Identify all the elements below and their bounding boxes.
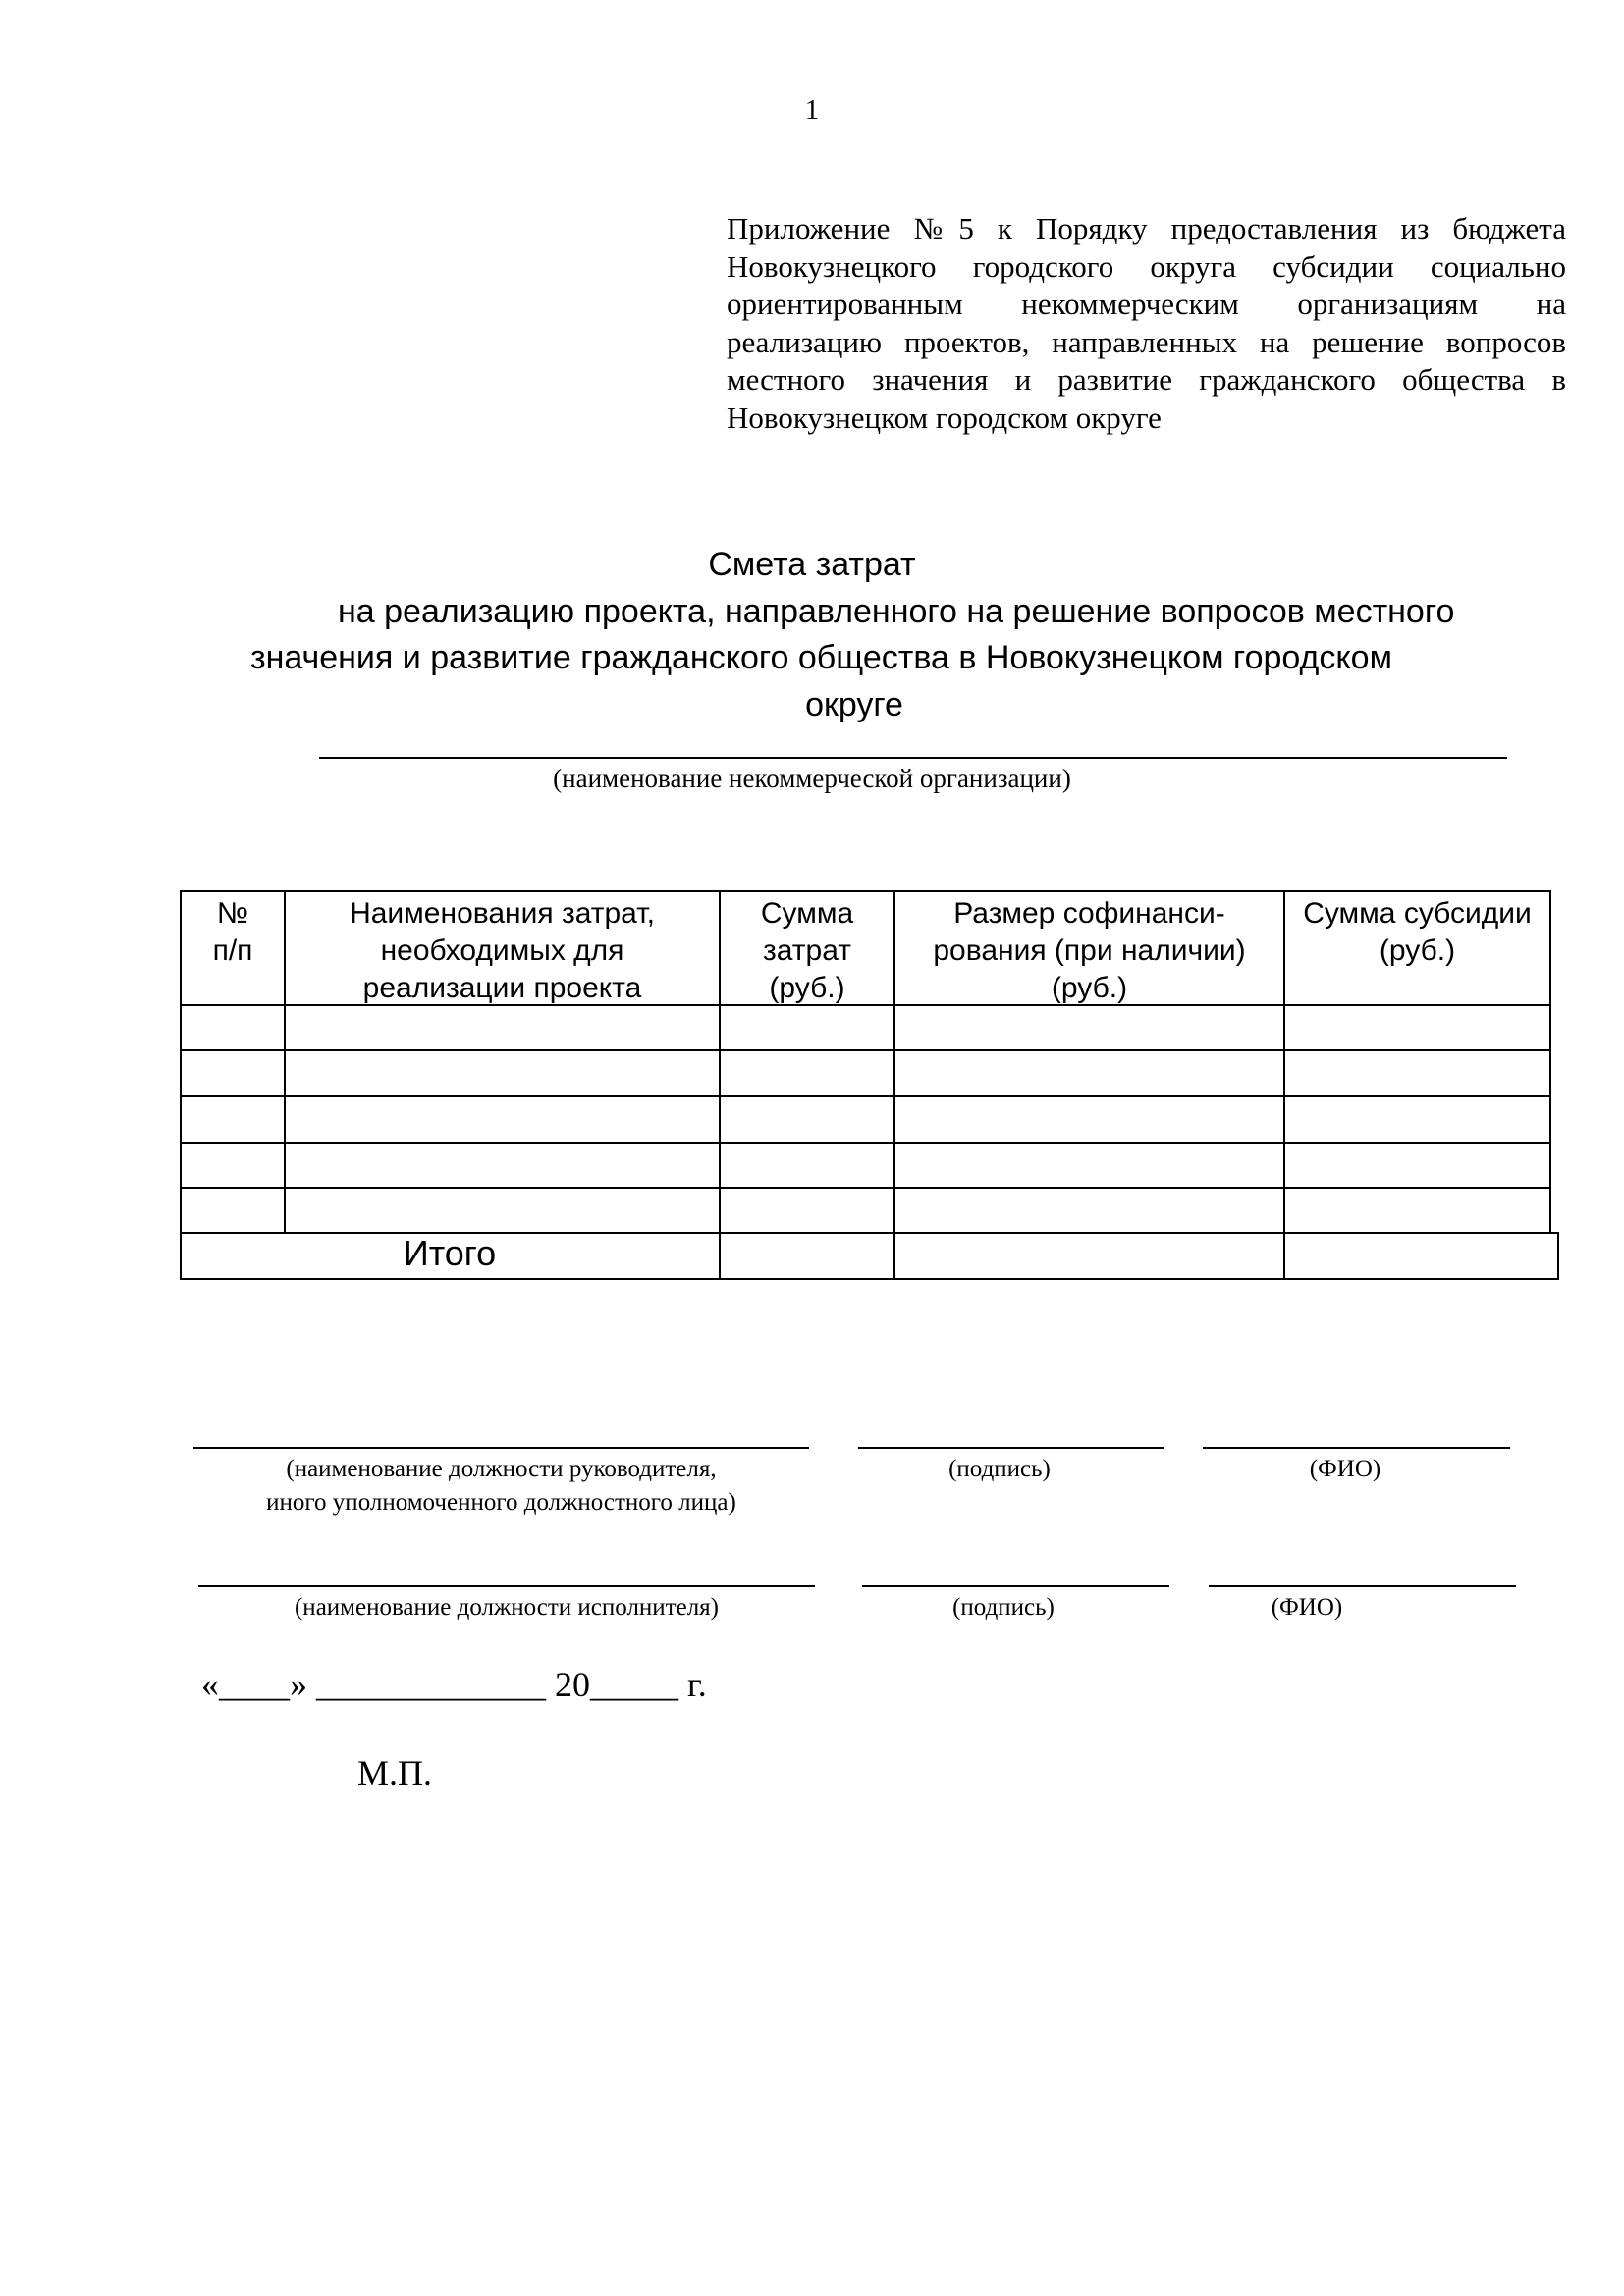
stamp-mark: М.П. [357, 1753, 433, 1792]
executor-fio-caption: (ФИО) [1271, 1594, 1343, 1621]
table-header-subsidy-sum: Сумма субсидии (руб.) [1303, 897, 1532, 967]
table-bottom-border [180, 1278, 1559, 1280]
executor-position-caption: (наименование должности исполнителя) [294, 1594, 720, 1621]
table-row-border [180, 1187, 1551, 1189]
date-line: «____» _____________ 20_____ г. [201, 1665, 707, 1704]
page-number: 1 [804, 94, 820, 126]
table-header-cost-sum: Сумма затрат (руб.) [760, 897, 854, 1004]
table-total-right-border [1557, 1232, 1559, 1280]
appendix-note-line: ориентированным некоммерческим организациям на [727, 287, 1566, 321]
org-name-caption: (наименование некоммерческой организации) [553, 764, 1071, 793]
head-position-caption: (наименование должности руководителя, иного уполномоченного должностного лица) [266, 1456, 736, 1516]
appendix-note-line: местного значения и развитие гражданского общества в [727, 362, 1566, 397]
table-row-border [180, 1049, 1551, 1051]
table-header-number: № п/п [212, 897, 253, 967]
title-line: округе [805, 686, 903, 723]
title-line: значения и развитие гражданского общества в Новокузнецком городском [250, 639, 1392, 676]
head-fio-blank-line [1203, 1447, 1510, 1449]
table-right-border [1549, 890, 1551, 1234]
table-header-cofinancing: Размер софинанси- рования (при наличии) (руб.) [933, 897, 1246, 1004]
table-total-label: Итого [403, 1233, 497, 1273]
executor-position-blank-line [198, 1585, 815, 1587]
title-line: Смета затрат [708, 546, 916, 583]
table-top-border [180, 890, 1551, 892]
executor-fio-blank-line [1209, 1585, 1516, 1587]
appendix-note-line: Новокузнецком городском округе [727, 400, 1162, 435]
appendix-note-line: Новокузнецкого городского округа субсидии социально [727, 248, 1566, 284]
title-line: на реализацию проекта, направленного на решение вопросов местного [338, 593, 1455, 630]
head-signature-blank-line [858, 1447, 1164, 1449]
appendix-note-line: Приложение №5 к Порядку предоставления из бюджета [727, 211, 1566, 245]
head-position-blank-line [193, 1447, 809, 1449]
head-fio-caption: (ФИО) [1309, 1456, 1381, 1482]
table-row-border [180, 1095, 1551, 1097]
appendix-note-line: реализацию проектов, направленных на решение вопросов [727, 324, 1566, 359]
table-row-border [180, 1142, 1551, 1144]
head-signature-caption: (подпись) [948, 1456, 1051, 1482]
executor-signature-caption: (подпись) [952, 1594, 1055, 1621]
executor-signature-blank-line [862, 1585, 1169, 1587]
table-header-cost-name: Наименования затрат, необходимых для реализации проекта [350, 897, 655, 1004]
